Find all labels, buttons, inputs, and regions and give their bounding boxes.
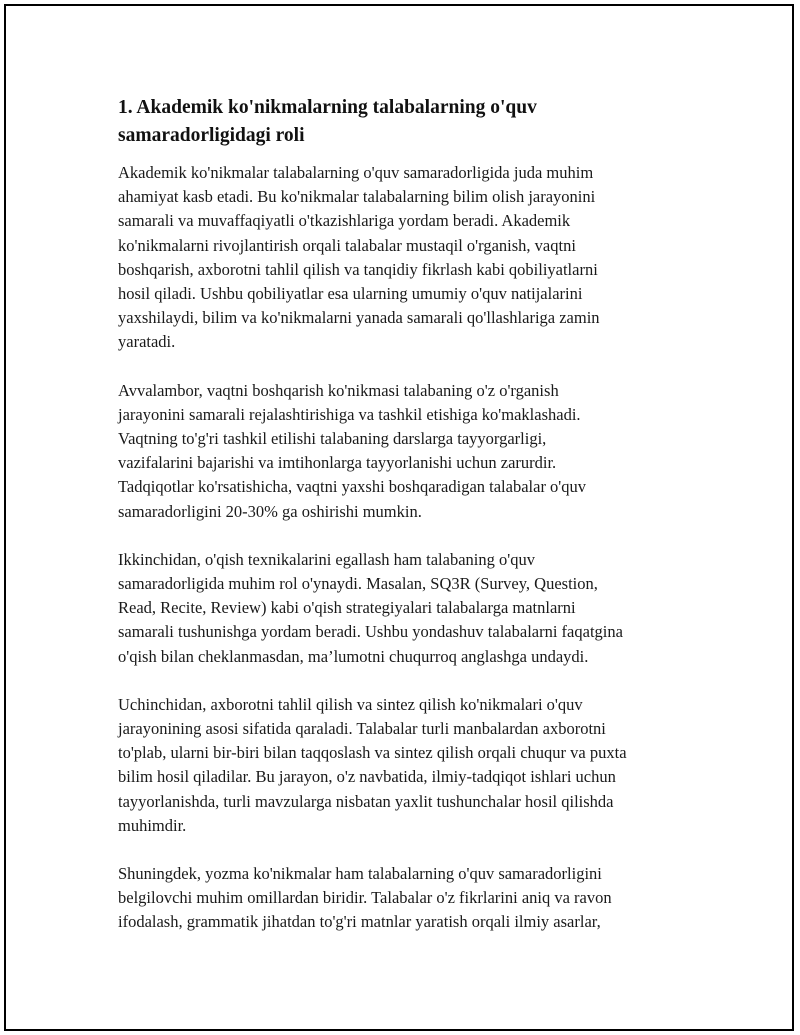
text-line: samarali tushunishga yordam beradi. Ushbu yondashuv talabalarni faqatgina bbox=[118, 622, 623, 642]
text-line: boshqarish, axborotni tahlil qilish va tanqidiy fikrlash kabi qobiliyatlarni bbox=[118, 259, 598, 279]
text-line: tayyorlanishda, turli mavzularga nisbatan yaxlit tushunchalar hosil qilishda bbox=[118, 791, 614, 811]
section-heading bbox=[118, 94, 684, 150]
text-line: Akademik ko'nikmalar talabalarning o'quv samaradorligida juda muhim bbox=[118, 163, 594, 182]
text-line: Read, Recite, Review) kabi o'qish strategiyalari talabalarga matnlarni bbox=[118, 598, 576, 618]
text-line: ko'nikmalarni rivojlantirish orqali talabalar mustaqil o'rganish, vaqtni bbox=[118, 235, 576, 255]
text-line: Avvalambor, vaqtni boshqarish ko'nikmasi talabaning o'z o'rganish bbox=[118, 380, 559, 400]
text-line: Ikkinchidan, o'qish texnikalarini egallash ham talabaning o'quv bbox=[118, 549, 535, 569]
text-line: Uchinchidan, axborotni tahlil qilish va sintez qilish ko'nikmalari o'quv bbox=[118, 694, 583, 714]
text-line: samaradorligida muhim rol o'ynaydi. Masalan, SQ3R (Survey, Question, bbox=[118, 574, 598, 594]
text-line: muhimdir. bbox=[118, 815, 187, 835]
text-line: hosil qiladi. Ushbu qobiliyatlar esa ularning umumiy o'quv natijalarini bbox=[118, 284, 583, 304]
paragraph-time-management bbox=[118, 379, 684, 524]
heading-line: 1. Akademik ko'nikmalarning talabalarning o'quv bbox=[118, 97, 537, 118]
paragraph-writing-skills bbox=[118, 862, 684, 935]
paragraph-reading-techniques bbox=[118, 548, 684, 669]
text-line: vazifalarini bajarishi va imtihonlarga tayyorlanishi uchun zarurdir. bbox=[118, 453, 557, 473]
paragraph-analysis-synthesis bbox=[118, 693, 684, 838]
text-line: samarali va muvaffaqiyatli o'tkazishlariga yordam beradi. Akademik bbox=[118, 211, 571, 231]
text-line: Tadqiqotlar ko'rsatishicha, vaqtni yaxshi boshqaradigan talabalar o'quv bbox=[118, 477, 587, 497]
heading-line: samaradorligidagi roli bbox=[118, 125, 305, 146]
text-line: ahamiyat kasb etadi. Bu ko'nikmalar talabalarning bilim olish jarayonini bbox=[118, 187, 596, 207]
text-line: belgilovchi muhim omillardan biridir. Talabalar o'z fikrlarini aniq va ravon bbox=[118, 888, 612, 908]
text-line: jarayonining asosi sifatida qaraladi. Talabalar turli manbalardan axborotni bbox=[118, 719, 606, 739]
text-line: ifodalash, grammatik jihatdan to'g'ri matnlar yaratish orqali ilmiy asarlar, bbox=[118, 912, 601, 932]
text-line: Vaqtning to'g'ri tashkil etilishi talabaning darslarga tayyorgarligi, bbox=[118, 429, 547, 449]
paragraph-intro bbox=[118, 161, 684, 355]
text-line: samaradorligini 20-30% ga oshirishi mumkin. bbox=[118, 501, 422, 521]
text-line: to'plab, ularni bir-biri bilan taqqoslash va sintez qilish orqali chuqur va puxta bbox=[118, 743, 627, 763]
text-line: yaxshilaydi, bilim va ko'nikmalarni yanada samarali qo'llashlariga zamin bbox=[118, 308, 600, 328]
text-line: o'qish bilan cheklanmasdan, ma’lumotni chuqurroq anglashga undaydi. bbox=[118, 646, 589, 666]
text-line: bilim hosil qiladilar. Bu jarayon, o'z navbatida, ilmiy-tadqiqot ishlari uchun bbox=[118, 767, 616, 787]
text-line: yaratadi. bbox=[118, 332, 176, 352]
text-line: Shuningdek, yozma ko'nikmalar ham talabalarning o'quv samaradorligini bbox=[118, 864, 602, 884]
text-line: jarayonini samarali rejalashtirishiga va tashkil etishiga ko'maklashadi. bbox=[118, 404, 581, 424]
document-body bbox=[118, 94, 684, 935]
